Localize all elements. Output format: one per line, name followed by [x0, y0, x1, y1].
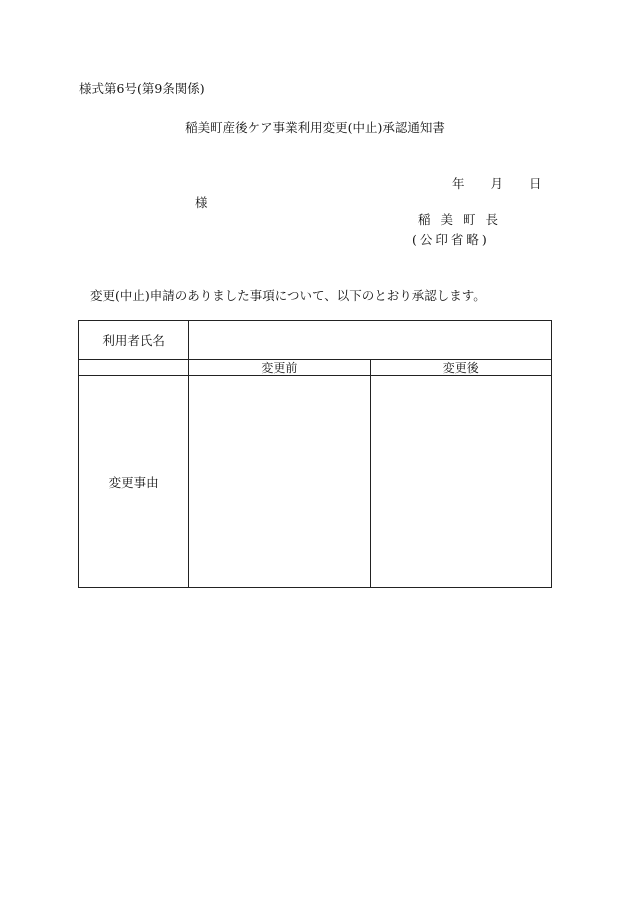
header-blank-cell — [79, 360, 189, 376]
user-name-field[interactable] — [189, 321, 552, 360]
form-number: 様式第6号(第9条関係) — [79, 81, 205, 96]
change-reason-row — [79, 376, 552, 588]
form-table — [78, 320, 552, 588]
date-month: 月 — [490, 176, 504, 191]
addressee-suffix: 様 — [195, 195, 208, 210]
after-header: 変更後 — [370, 360, 551, 376]
after-field[interactable] — [370, 376, 551, 588]
document-title: 稲美町産後ケア事業利用変更(中止)承認通知書 — [185, 120, 445, 135]
reason-label: 変更事由 — [79, 376, 189, 588]
user-name-label: 利用者氏名 — [79, 321, 189, 360]
before-header: 変更前 — [189, 360, 370, 376]
before-field[interactable] — [189, 376, 370, 588]
seal-note: (公印省略) — [412, 232, 490, 247]
issuer: 稲美町長 — [418, 212, 509, 227]
change-header-row — [79, 360, 552, 376]
date-year: 年 — [452, 176, 465, 191]
date-line — [452, 174, 542, 192]
date-day: 日 — [529, 176, 542, 191]
body-text: 変更(中止)申請のありました事項について、以下のとおり承認します。 — [90, 288, 486, 303]
user-name-row — [79, 321, 552, 360]
